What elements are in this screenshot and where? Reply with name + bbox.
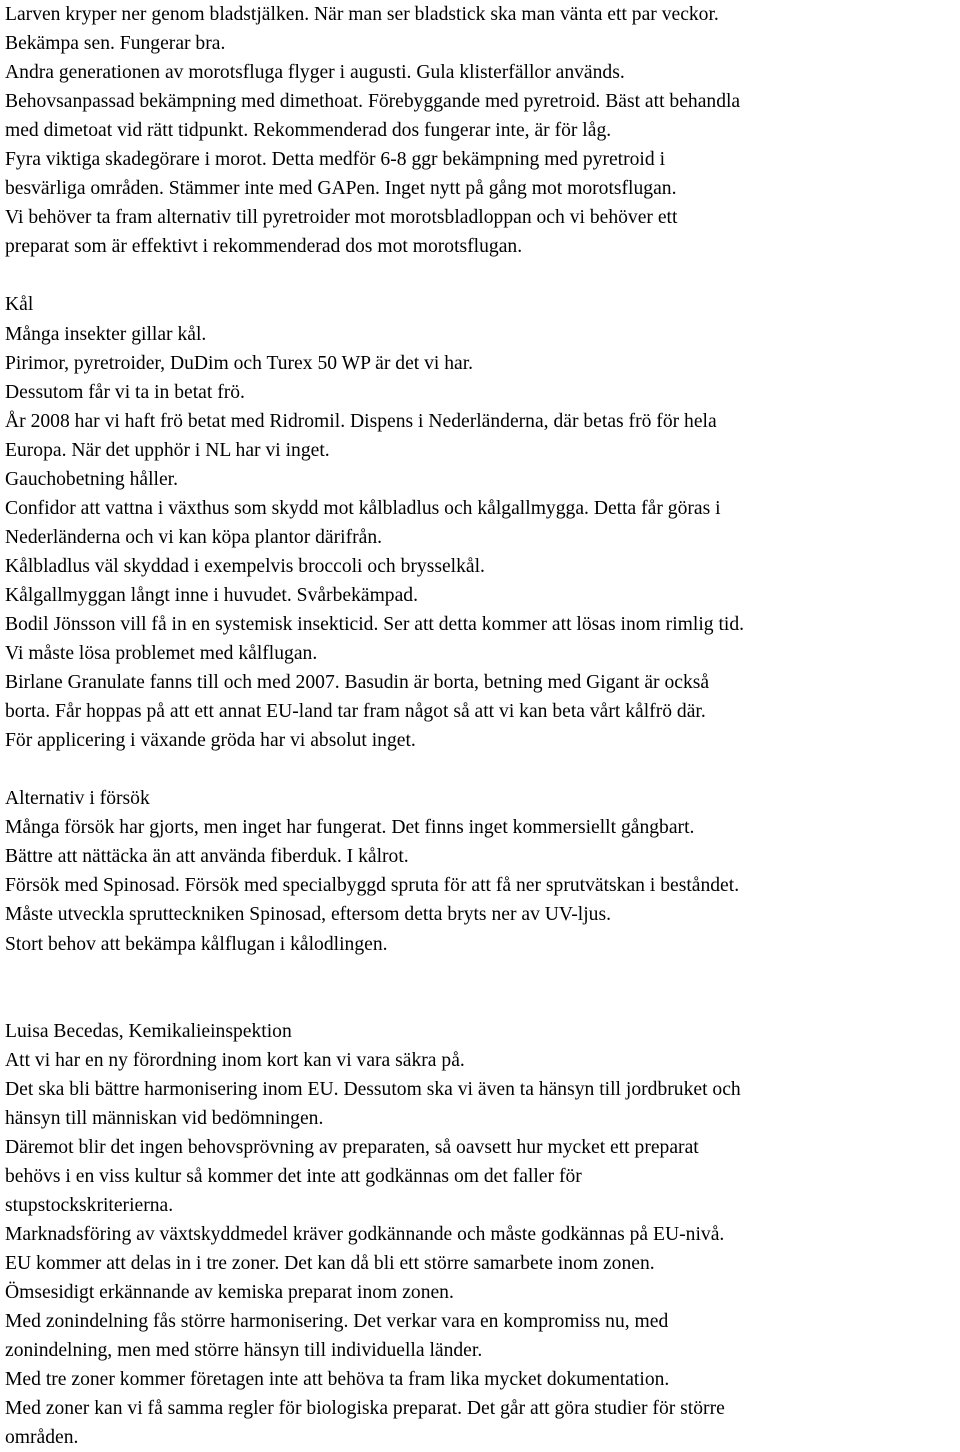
text-line: Larven kryper ner genom bladstjälken. När man ser bladstick ska man vänta ett par veckor. xyxy=(5,4,719,25)
text-line: Med zonindelning fås större harmonisering. Det verkar vara en kompromiss nu, med xyxy=(5,1311,669,1333)
text-line: Många insekter gillar kål. xyxy=(5,323,207,345)
text-line: Nederländerna och vi kan köpa plantor därifrån. xyxy=(5,526,383,548)
text-line: besvärliga områden. Stämmer inte med GAPen. Inget nytt på gång mot morotsflugan. xyxy=(5,178,677,200)
text-line: med dimetoat vid rätt tidpunkt. Rekommenderad dos fungerar inte, är för låg. xyxy=(5,120,612,142)
section-heading-luisa: Luisa Becedas, Kemikalieinspektion xyxy=(5,1020,292,1042)
text-line: Ömsesidigt erkännande av kemiska preparat inom zonen. xyxy=(5,1282,454,1304)
text-line: Pirimor, pyretroider, DuDim och Turex 50 WP är det vi har. xyxy=(5,352,474,374)
text-line: Europa. När det upphör i NL har vi inget. xyxy=(5,439,330,461)
document-body xyxy=(5,0,957,1452)
text-line: Måste utveckla sprutteckniken Spinosad, eftersom detta bryts ner av UV-ljus. xyxy=(5,904,611,926)
text-line: År 2008 har vi haft frö betat med Ridromil. Dispens i Nederländerna, där betas frö för hela xyxy=(5,410,717,432)
text-line: hänsyn till människan vid bedömningen. xyxy=(5,1107,324,1129)
section-heading-alternativ: Alternativ i försök xyxy=(5,788,150,810)
text-line: borta. Får hoppas på att ett annat EU-land tar fram något så att vi kan beta vårt kålfrö där. xyxy=(5,701,706,723)
text-line: Kålbladlus väl skyddad i exempelvis broccoli och brysselkål. xyxy=(5,555,485,577)
text-line: Många försök har gjorts, men inget har fungerat. Det finns inget kommersiellt gångbart. xyxy=(5,817,695,839)
text-line: Fyra viktiga skadegörare i morot. Detta medför 6-8 ggr bekämpning med pyretroid i xyxy=(5,149,666,171)
paragraph-spacer xyxy=(5,959,957,1017)
text-line: Däremot blir det ingen behovsprövning av preparaten, så oavsett hur mycket ett preparat xyxy=(5,1136,699,1158)
text-line: Dessutom får vi ta in betat frö. xyxy=(5,381,245,403)
text-line: Med tre zoner kommer företagen inte att behöva ta fram lika mycket dokumentation. xyxy=(5,1369,670,1391)
text-line: Confidor att vattna i växthus som skydd mot kålbladlus och kålgallmygga. Detta får göras i xyxy=(5,497,721,519)
text-line: Vi måste lösa problemet med kålflugan. xyxy=(5,643,318,665)
text-line: Bättre att nättäcka än att använda fiberduk. I kålrot. xyxy=(5,846,409,868)
text-line: Bekämpa sen. Fungerar bra. xyxy=(5,33,226,55)
text-line: EU kommer att delas in i tre zoner. Det kan då bli ett större samarbete inom zonen. xyxy=(5,1253,655,1275)
text-line: Gauchobetning håller. xyxy=(5,468,179,490)
text-line: Stort behov att bekämpa kålflugan i kålodlingen. xyxy=(5,933,388,955)
text-line: zonindelning, men med större hänsyn till individuella länder. xyxy=(5,1340,483,1362)
paragraph-spacer xyxy=(5,755,957,784)
text-line: Behovsanpassad bekämpning med dimethoat. Förebyggande med pyretroid. Bäst att behandla xyxy=(5,91,741,113)
text-line: Att vi har en ny förordning inom kort kan vi vara säkra på. xyxy=(5,1049,465,1071)
section-heading-kal: Kål xyxy=(5,294,34,316)
text-line: Birlane Granulate fanns till och med 2007. Basudin är borta, betning med Gigant är också xyxy=(5,672,710,694)
text-line: Med zoner kan vi få samma regler för biologiska preparat. Det går att göra studier för större xyxy=(5,1398,725,1420)
text-line: stupstockskriterierna. xyxy=(5,1194,174,1216)
text-line: Andra generationen av morotsfluga flyger i augusti. Gula klisterfällor används. xyxy=(5,62,625,84)
text-line: Bodil Jönsson vill få in en systemisk insekticid. Ser att detta kommer att lösas inom rimlig tid. xyxy=(5,613,745,635)
text-line: områden. xyxy=(5,1427,79,1449)
text-line: Kålgallmyggan långt inne i huvudet. Svårbekämpad. xyxy=(5,584,418,606)
text-line: Det ska bli bättre harmonisering inom EU. Dessutom ska vi även ta hänsyn till jordbruket och xyxy=(5,1078,741,1100)
text-line: Försök med Spinosad. Försök med specialbyggd spruta för att få ner sprutvätskan i beståndet. xyxy=(5,875,740,897)
paragraph-spacer xyxy=(5,261,957,290)
text-line: preparat som är effektivt i rekommenderad dos mot morotsflugan. xyxy=(5,236,523,258)
text-line: behövs i en viss kultur så kommer det inte att godkännas om det faller för xyxy=(5,1165,582,1187)
text-line: Vi behöver ta fram alternativ till pyretroider mot morotsbladloppan och vi behöver ett xyxy=(5,207,678,229)
text-line: För applicering i växande gröda har vi absolut inget. xyxy=(5,730,416,752)
text-line: Marknadsföring av växtskyddmedel kräver godkännande och måste godkännas på EU-nivå. xyxy=(5,1223,725,1245)
